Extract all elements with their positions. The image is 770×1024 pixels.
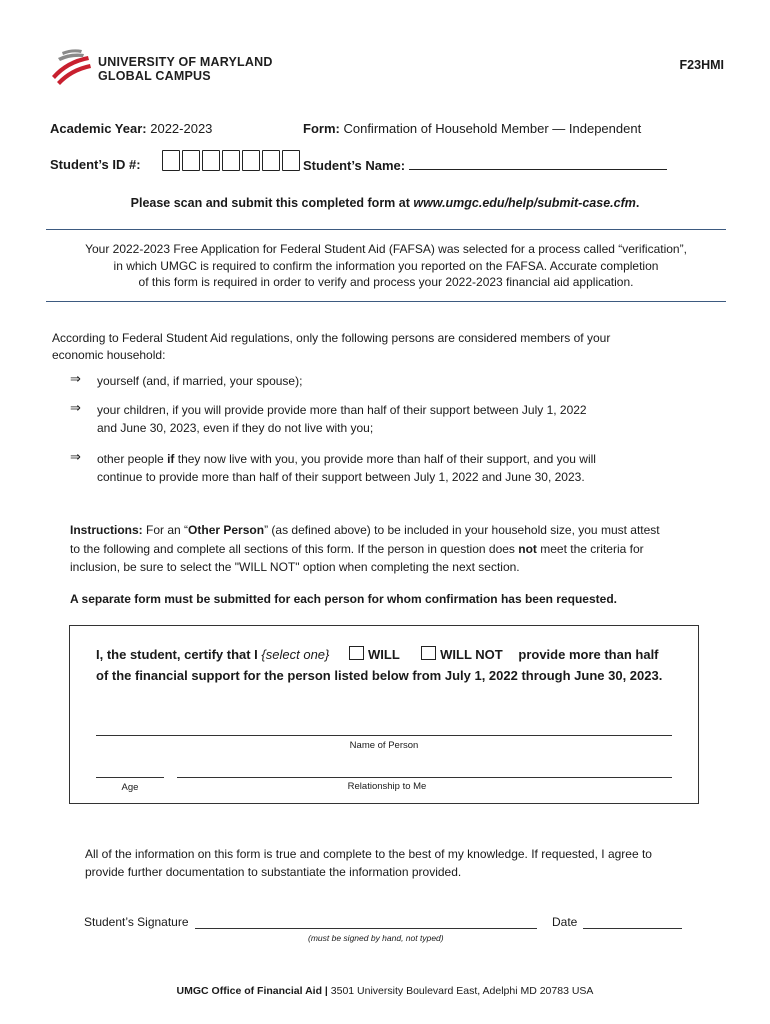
student-id-digit-box[interactable] [162, 150, 180, 171]
student-id-digit-box[interactable] [242, 150, 260, 171]
instructions [70, 521, 660, 577]
will-not-option-label: WILL NOT [440, 647, 503, 662]
academic-year-label: Academic Year: [50, 121, 147, 136]
certify-line1 [96, 646, 659, 662]
household-intro-line: economic household: [52, 348, 166, 362]
footer-separator: | [322, 985, 331, 997]
student-id-label: Student’s ID #: [50, 157, 141, 172]
student-id-digit-box[interactable] [182, 150, 200, 171]
household-intro-line: According to Federal Student Aid regulations, only the following persons are considered members of your [52, 331, 611, 345]
will-not-checkbox[interactable] [421, 646, 436, 660]
date-label: Date [552, 915, 578, 929]
student-id-digit-box[interactable] [202, 150, 220, 171]
student-name-row [303, 157, 667, 173]
student-id-boxes[interactable] [162, 150, 302, 171]
instructions-line [70, 521, 660, 540]
submit-instruction [0, 196, 770, 210]
notice-bottom-rule [46, 301, 726, 302]
notice-line: Your 2022-2023 Free Application for Federal Student Aid (FAFSA) was selected for a process called “verification”, [85, 242, 687, 256]
footer-office: UMGC Office of Financial Aid [176, 985, 322, 997]
notice-line: of this form is required in order to verify and process your 2022-2023 financial aid application. [138, 275, 634, 289]
university-name [98, 55, 273, 83]
other-person-term: Other Person [188, 523, 265, 537]
certify-text: provide more than half [518, 647, 659, 662]
signature-note: (must be signed by hand, not typed) [308, 933, 444, 943]
umgc-logo-mark [48, 46, 98, 92]
separate-form-notice: A separate form must be submitted for each person for whom confirmation has been requested. [70, 592, 617, 606]
certify-text: I, the student, certify that I [96, 647, 262, 662]
arrow-icon: ⇒ [70, 449, 81, 464]
submit-instruction-prefix: Please scan and submit this completed form at [130, 196, 414, 210]
arrow-icon: ⇒ [70, 371, 81, 386]
bullet-line: and June 30, 2023, even if they do not live with you; [97, 420, 374, 435]
person-name-caption: Name of Person [349, 740, 419, 751]
instructions-text: meet the criteria for [536, 541, 644, 556]
relationship-caption: Relationship to Me [347, 781, 427, 792]
person-name-field[interactable] [96, 735, 672, 736]
form-code: F23HMI [679, 58, 724, 72]
household-intro [52, 330, 610, 364]
form-label: Form: [303, 121, 340, 136]
bullet-text: they now live with you, you provide more than half of their support, and you will [174, 452, 596, 466]
bullet-emphasis: if [167, 452, 175, 466]
university-name-line2: GLOBAL CAMPUS [98, 69, 211, 83]
submit-url: www.umgc.edu/help/submit-case.cfm [413, 196, 636, 210]
attestation-line: All of the information on this form is true and complete to the best of my knowledge. If requested, I agree to [85, 847, 652, 861]
bullet-line [97, 451, 596, 469]
instructions-line: inclusion, be sure to select the "WILL NOT" option when completing the next section. [70, 560, 520, 574]
age-field[interactable] [96, 777, 164, 778]
age-caption: Age [121, 782, 139, 793]
verification-notice [50, 241, 722, 291]
attestation [85, 845, 652, 881]
instructions-not: not [518, 541, 537, 556]
signature-field[interactable] [195, 928, 537, 929]
arrow-icon: ⇒ [70, 400, 81, 415]
instructions-text: to the following and complete all sections of this form. If the person in question does [70, 541, 519, 556]
household-bullet-children [97, 402, 587, 437]
submit-instruction-suffix: . [635, 196, 640, 210]
form-value: Confirmation of Household Member — Independent [343, 121, 642, 136]
household-bullet-other [97, 451, 596, 486]
attestation-line: provide further documentation to substantiate the information provided. [85, 865, 462, 879]
will-checkbox[interactable] [349, 646, 364, 660]
academic-year [50, 121, 212, 136]
signature-label: Student’s Signature [84, 915, 189, 929]
bullet-text: other people [97, 452, 168, 466]
academic-year-value: 2022-2023 [150, 121, 213, 136]
instructions-text: For an “ [142, 523, 189, 537]
student-name-label: Student’s Name: [303, 158, 406, 173]
footer [0, 985, 770, 997]
form-title [303, 121, 641, 136]
bullet-line: continue to provide more than half of their support between July 1, 2022 and June 30, 2023. [97, 469, 585, 484]
student-name-field[interactable] [409, 157, 667, 170]
instructions-line [70, 540, 660, 559]
notice-line: in which UMGC is required to confirm the information you reported on the FAFSA. Accurate completion [113, 258, 659, 273]
date-field[interactable] [583, 928, 682, 929]
footer-address: 3501 University Boulevard East, Adelphi MD 20783 USA [330, 985, 594, 997]
select-one-hint: {select one} [261, 647, 330, 662]
instructions-label: Instructions: [70, 523, 143, 537]
instructions-text: ” (as defined above) to be included in your household size, you must attest [264, 523, 660, 537]
certify-line2: of the financial support for the person listed below from July 1, 2022 through June 30, 2023. [96, 668, 663, 683]
household-bullet-self: yourself (and, if married, your spouse); [97, 374, 303, 388]
student-id-digit-box[interactable] [282, 150, 300, 171]
will-option-label: WILL [368, 647, 400, 662]
student-id-digit-box[interactable] [222, 150, 240, 171]
university-name-line1: UNIVERSITY OF MARYLAND [98, 55, 273, 69]
student-id-digit-box[interactable] [262, 150, 280, 171]
relationship-field[interactable] [177, 777, 672, 778]
notice-top-rule [46, 229, 726, 230]
bullet-line: your children, if you will provide provide more than half of their support between July 1, 2022 [97, 403, 587, 417]
